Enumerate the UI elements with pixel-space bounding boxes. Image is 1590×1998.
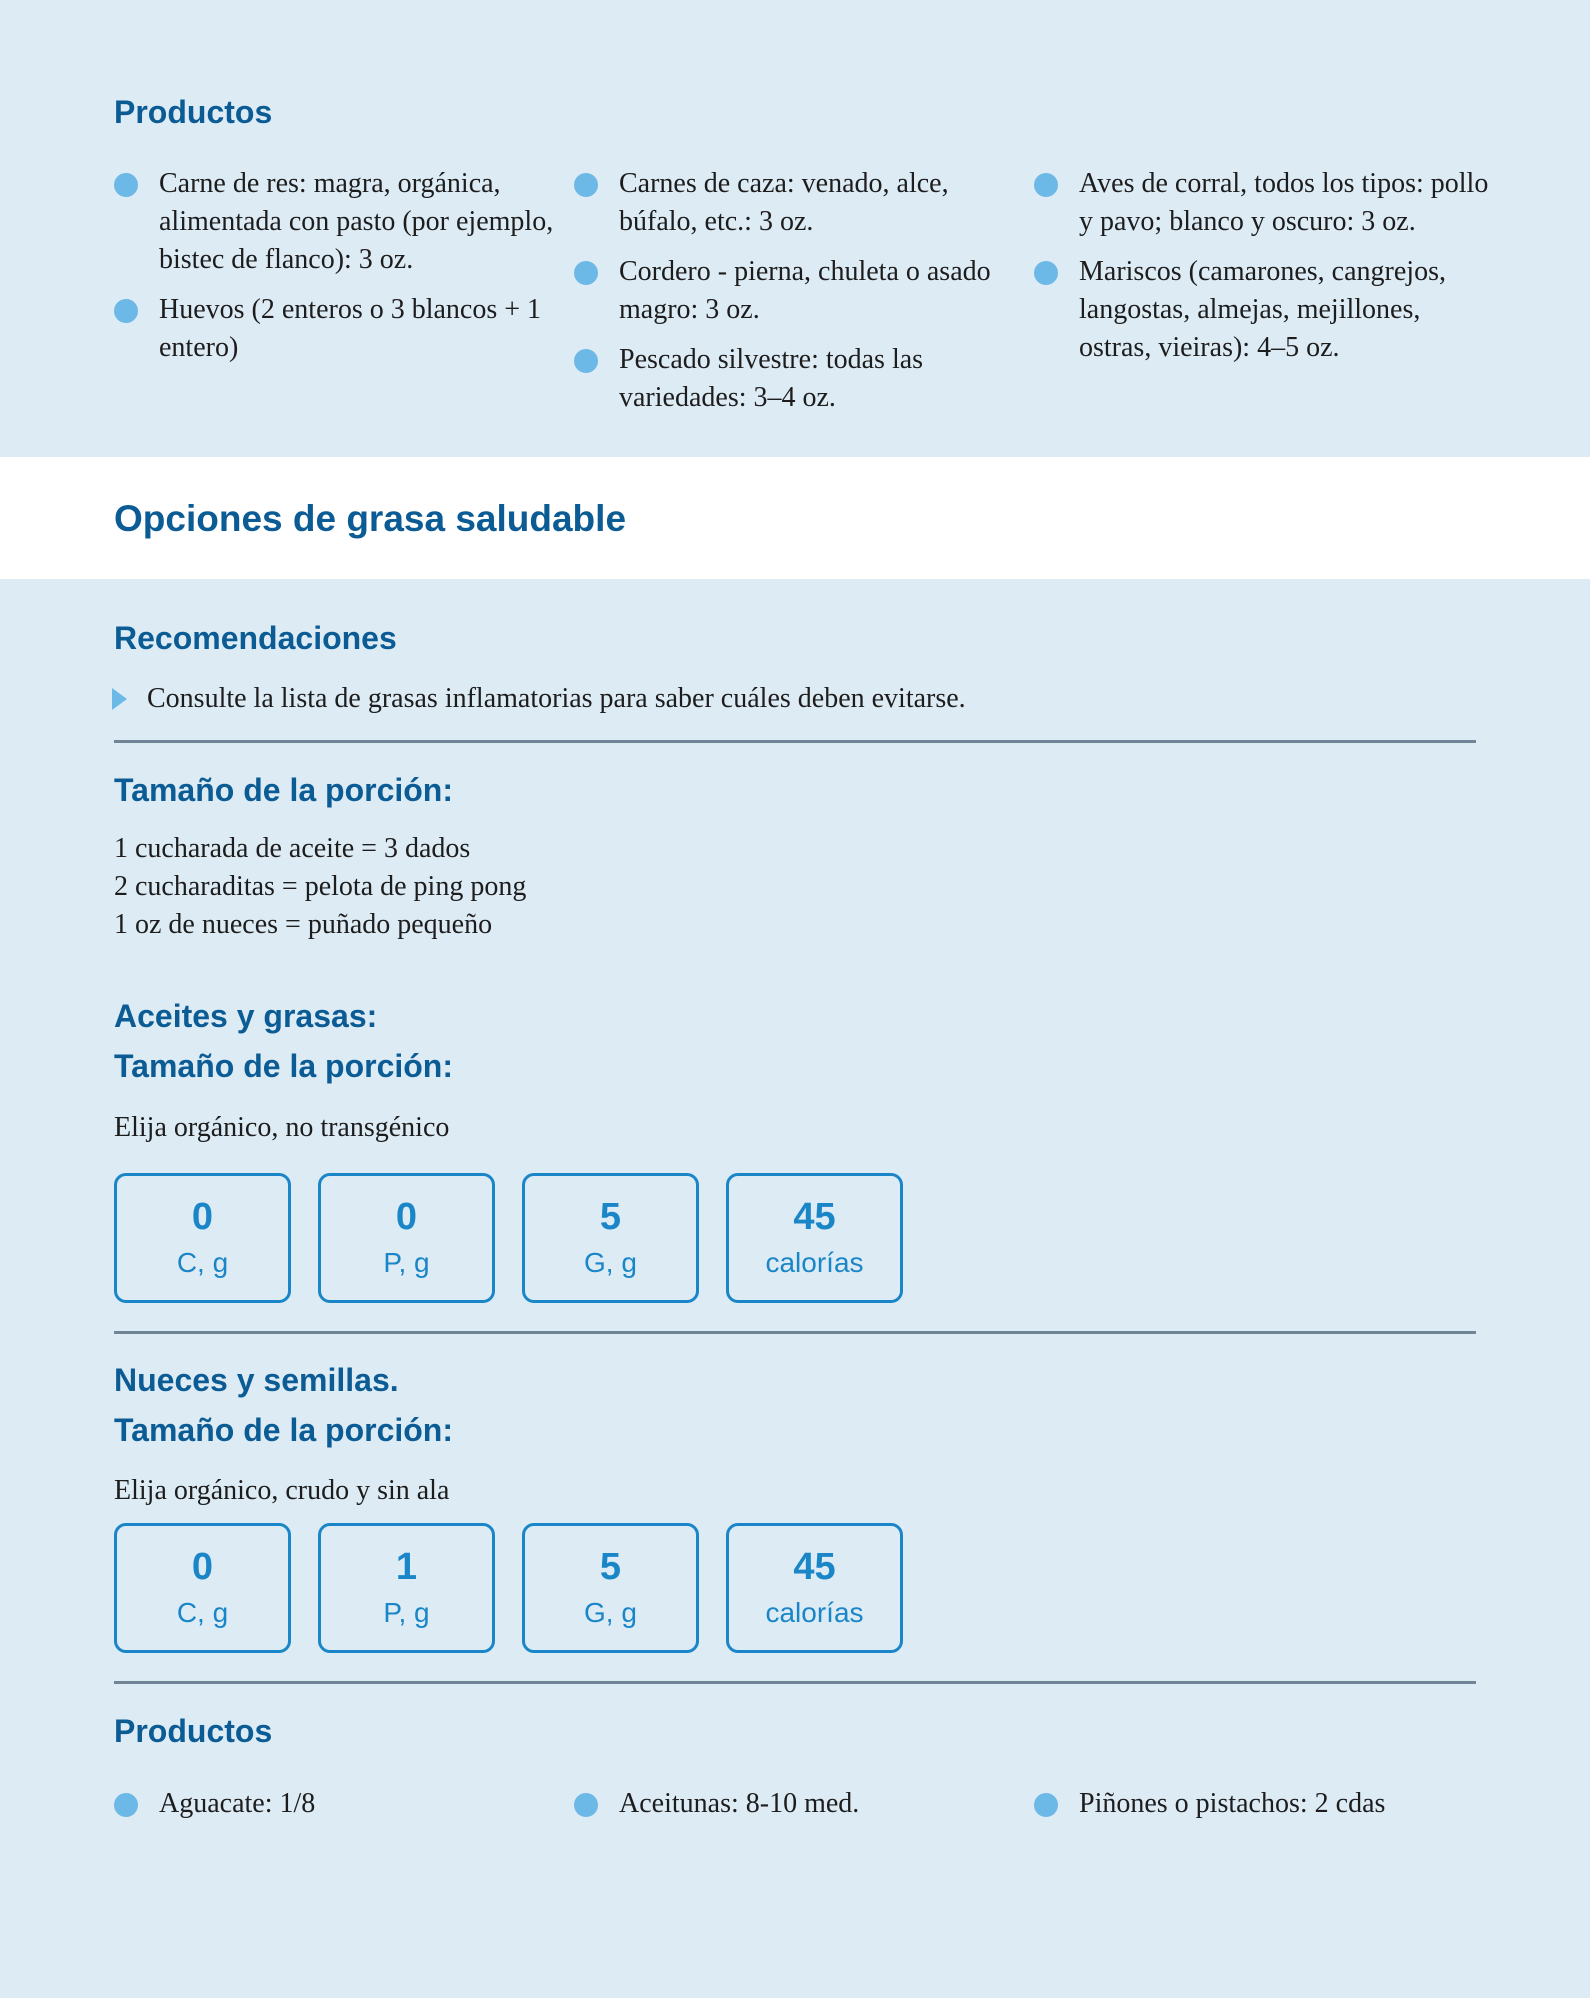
section-title: Opciones de grasa saludable [114, 498, 627, 539]
portion-line: 2 cucharaditas = pelota de ping pong [114, 871, 527, 902]
bullet-icon [1034, 261, 1058, 285]
macro-carbs [114, 1523, 291, 1653]
list-item-text: Aguacate: 1/8 [159, 1788, 316, 1819]
nuts-macros [114, 1523, 930, 1653]
list-item [1034, 1785, 1494, 1823]
list-item-text: Carnes de caza: venado, alce, búfalo, etc.: 3 oz. [619, 168, 949, 237]
fats-column-1 [114, 1785, 574, 1835]
portion-lines [114, 830, 526, 944]
fats-products-title: Productos [114, 1713, 273, 1749]
oils-macros [114, 1173, 930, 1303]
fats-column-3 [1034, 1785, 1494, 1835]
macro-label: P, g [383, 1597, 430, 1628]
oils-title: Aceites y grasas: [114, 998, 378, 1034]
macro-protein [318, 1523, 495, 1653]
macro-value: 45 [793, 1546, 836, 1588]
oils-note: Elija orgánico, no transgénico [114, 1112, 450, 1143]
macro-protein [318, 1173, 495, 1303]
macro-label: P, g [383, 1247, 430, 1278]
macro-calories [726, 1523, 903, 1653]
macro-label: G, g [584, 1247, 637, 1278]
oils-portion-title: Tamaño de la porción: [114, 1048, 453, 1084]
portion-line: 1 oz de nueces = puñado pequeño [114, 909, 493, 940]
macro-carbs [114, 1173, 291, 1303]
macro-label: G, g [584, 1597, 637, 1628]
list-item-text: Huevos (2 enteros o 3 blancos + 1 entero) [159, 294, 542, 363]
macro-label: C, g [176, 1247, 229, 1278]
recommendations-title: Recomendaciones [114, 620, 397, 656]
list-item-text: Aves de corral, todos los tipos: pollo y pavo; blanco y oscuro: 3 oz. [1079, 168, 1489, 237]
list-item [114, 291, 574, 367]
nuts-note: Elija orgánico, crudo y sin ala [114, 1475, 450, 1506]
macro-value: 1 [395, 1546, 418, 1588]
bullet-icon [114, 299, 138, 323]
list-item [1034, 253, 1494, 367]
protein-products-title: Productos [114, 94, 273, 130]
nuts-title: Nueces y semillas. [114, 1362, 399, 1398]
divider [114, 1681, 1476, 1684]
bullet-icon [574, 173, 598, 197]
divider [114, 740, 1476, 743]
macro-value: 0 [191, 1196, 214, 1238]
protein-column-3 [1034, 165, 1494, 429]
triangle-bullet-icon [112, 688, 127, 710]
bullet-icon [114, 173, 138, 197]
bullet-icon [574, 1793, 598, 1817]
list-item [114, 1785, 574, 1823]
macro-value: 5 [599, 1546, 622, 1588]
protein-column-2 [574, 165, 1034, 429]
bullet-icon [574, 349, 598, 373]
recommendation-item [112, 680, 966, 718]
list-item [1034, 165, 1494, 241]
macro-label: calorías [765, 1247, 864, 1278]
macro-label: calorías [765, 1597, 864, 1628]
fats-column-2 [574, 1785, 1034, 1835]
macro-value: 5 [599, 1196, 622, 1238]
list-item-text: Mariscos (camarones, cangrejos, langostas, almejas, mejillones, ostras, vieiras): 4–5 oz. [1079, 256, 1446, 363]
list-item [574, 165, 1034, 241]
fats-products-list [114, 1785, 1494, 1835]
macro-value: 0 [191, 1546, 214, 1588]
macro-label: C, g [176, 1597, 229, 1628]
recommendation-text: Consulte la lista de grasas inflamatorias para saber cuáles deben evitarse. [147, 683, 966, 714]
bullet-icon [1034, 173, 1058, 197]
portion-title: Tamaño de la porción: [114, 772, 453, 808]
portion-line: 1 cucharada de aceite = 3 dados [114, 833, 471, 864]
bullet-icon [1034, 1793, 1058, 1817]
list-item-text: Aceitunas: 8-10 med. [619, 1788, 860, 1819]
macro-value: 45 [793, 1196, 836, 1238]
nuts-portion-title: Tamaño de la porción: [114, 1412, 453, 1448]
bullet-icon [114, 1793, 138, 1817]
bullet-icon [574, 261, 598, 285]
macro-value: 0 [395, 1196, 418, 1238]
list-item-text: Piñones o pistachos: 2 cdas [1079, 1788, 1386, 1819]
protein-products-list [114, 165, 1494, 429]
macro-fat [522, 1523, 699, 1653]
protein-column-1 [114, 165, 574, 429]
divider [114, 1331, 1476, 1334]
list-item-text: Carne de res: magra, orgánica, alimentada con pasto (por ejemplo, bistec de flanco): 3 oz. [159, 168, 554, 275]
list-item [114, 165, 574, 279]
macro-calories [726, 1173, 903, 1303]
list-item [574, 341, 1034, 417]
list-item [574, 1785, 1034, 1823]
list-item [574, 253, 1034, 329]
list-item-text: Pescado silvestre: todas las variedades: 3–4 oz. [619, 344, 924, 413]
macro-fat [522, 1173, 699, 1303]
list-item-text: Cordero - pierna, chuleta o asado magro: 3 oz. [619, 256, 991, 325]
